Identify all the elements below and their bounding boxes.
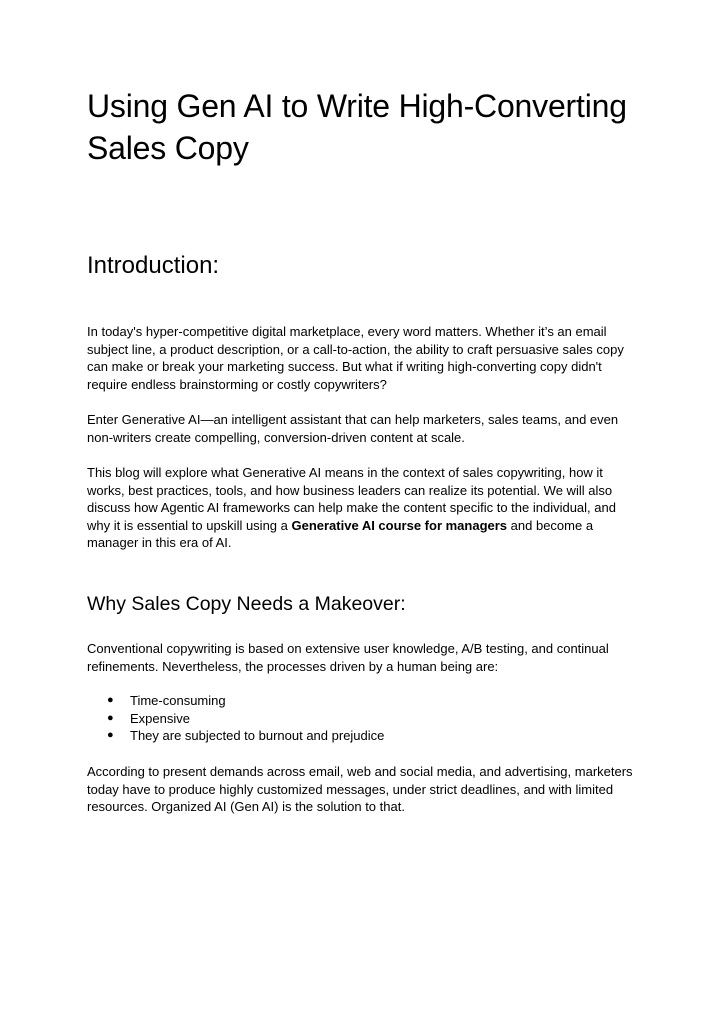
list-item: [87, 692, 384, 710]
list-item: [87, 710, 384, 728]
why-sales-copy-heading: Why Sales Copy Needs a Makeover:: [87, 593, 406, 615]
course-link-text: Generative AI course for managers: [291, 517, 508, 533]
why-paragraph-2: According to present demands across email, web and social media, and advertising, marketers today have to produce highly customized messages, under strict deadlines, and with limited resources. Organized AI (Gen AI) is the solution to that.: [87, 764, 633, 814]
intro-paragraph-3-text-end: and become a manager in this era of AI.: [87, 517, 594, 550]
intro-paragraph-1: In today's hyper-competitive digital marketplace, every word matters. Whether it’s an email subject line, a product description, or a call-to-action, the ability to craft persuasive sales copy can make or break your marketing success. But what if writing high-converting copy didn't require endless brainstorming or costly copywriters?: [87, 324, 624, 392]
list-item-text: They are subjected to burnout and prejudice: [130, 728, 385, 743]
bullet-icon: ●: [107, 711, 114, 724]
bullet-icon: ●: [107, 694, 114, 706]
list-item-text: Expensive: [130, 710, 190, 726]
list-item-text: Time-consuming: [130, 693, 226, 708]
intro-paragraph-2: Enter Generative AI—an intelligent assistant that can help marketers, sales teams, and even non-writers create compelling, conversion-driven content at scale.: [87, 412, 619, 445]
list-item: [87, 727, 384, 745]
drawbacks-list: [87, 692, 384, 745]
introduction-heading: Introduction:: [87, 252, 220, 279]
document-title: Using Gen AI to Write High-Converting Sales Copy: [87, 88, 627, 166]
intro-paragraph-3: [87, 464, 635, 552]
bullet-icon: ●: [107, 729, 114, 741]
intro-paragraph-3-text-start: This blog will explore what Generative AI means in the context of sales copywriting, how it works, best practices, tools, and how business leaders can realize its potential. We will also discuss how Agentic AI frameworks can help make the content specific to the individual, and why it is essential to upskill using a: [87, 465, 616, 533]
why-paragraph-1: Conventional copywriting is based on extensive user knowledge, A/B testing, and continual refinements. Nevertheless, the processes driven by a human being are:: [87, 641, 609, 674]
